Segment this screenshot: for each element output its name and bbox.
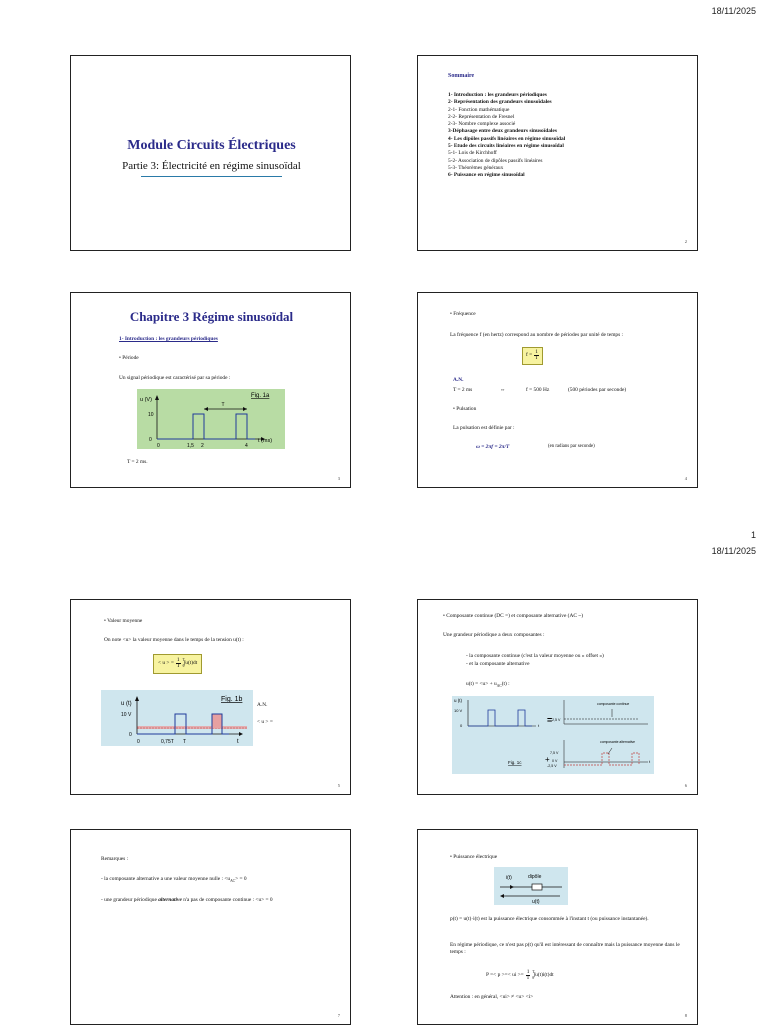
- denominator: T: [534, 355, 539, 362]
- summary-list: [448, 92, 565, 180]
- y-tick-0: 0: [460, 723, 463, 728]
- slide-1: [70, 55, 351, 251]
- slide-6: [417, 599, 698, 795]
- slide-page-number: 6: [684, 783, 687, 788]
- slide-5: [70, 599, 351, 795]
- y-axis-label: u (V): [140, 397, 152, 403]
- plus-sign: +: [545, 755, 550, 764]
- x-tick-T: T: [183, 739, 187, 745]
- formula-fraction: [526, 970, 531, 982]
- equals-sign: =: [547, 715, 553, 725]
- equivalence-icon: ⇔: [500, 387, 506, 393]
- x-axis-label: t (ms): [258, 438, 273, 444]
- x-tick-075T: 0,75T: [161, 739, 174, 745]
- integral-lower: 0: [182, 664, 185, 669]
- numerator: 1: [526, 969, 530, 975]
- component-ac: - et la composante alternative: [466, 661, 530, 667]
- ac-zero: 0 V: [552, 759, 558, 763]
- y-tick-0: 0: [129, 732, 132, 738]
- frequency-text: La fréquence f (en hertz) correspond au nombre de périodes par unité de temps :: [450, 332, 624, 338]
- formula-lhs: f =: [526, 352, 533, 359]
- figure-label: Fig. 1b: [221, 696, 243, 703]
- numerator: 1: [176, 657, 180, 663]
- summary-item: 1- Introduction : les grandeurs périodiques: [448, 92, 547, 98]
- remark-2-text: - une grandeur périodique: [101, 897, 159, 903]
- summary-heading: Sommaire: [448, 73, 475, 79]
- figure-1b: [101, 690, 253, 746]
- header-date: 18/11/2025: [711, 6, 756, 16]
- denominator: T: [176, 663, 180, 670]
- remark-1-text: - la composante alternative a une valeur moyenne nulle : <u: [101, 876, 231, 882]
- summary-item: 2-3- Nombre complexe associé: [448, 121, 516, 128]
- bullet-average: • Valeur moyenne: [104, 618, 143, 624]
- x-tick-2: 2: [201, 443, 204, 449]
- page-number: 1: [750, 530, 756, 540]
- an-period: T = 2 ms: [453, 387, 473, 393]
- slide-8: [417, 829, 698, 1025]
- summary-item: 4- Les dipôles passifs linéaires en régime sinusoïdal: [448, 135, 566, 142]
- slide-4: [417, 292, 698, 488]
- average-formula: [153, 654, 202, 674]
- dc-value: 2,5 V: [552, 718, 561, 722]
- voltage-label: u(t): [532, 899, 540, 905]
- remarks-title: Remarques :: [101, 856, 129, 862]
- slide-page-number: 2: [684, 239, 687, 244]
- remark-1: [101, 876, 247, 884]
- summary-item: 5-3- Théorèmes généraux: [448, 164, 504, 171]
- remark-1-end: > = 0: [235, 876, 247, 882]
- dipole-label: dipôle: [528, 874, 542, 880]
- integral-upper: T: [182, 657, 185, 662]
- section-title: 1- Introduction : les grandeurs périodiques: [119, 336, 218, 342]
- ac-min-value: -2,5 V: [547, 764, 557, 768]
- y-axis-label: u (t): [454, 698, 463, 703]
- header-date: 18/11/2025: [711, 546, 756, 556]
- x-tick-1-5: 1,5: [187, 443, 194, 449]
- summary-item: 2-2- Représentation de Fresnel: [448, 113, 515, 120]
- attention-text: Attention : en général, <ui> ≠ <u> <i>: [450, 994, 534, 1000]
- formula-lhs: P =< p >=< ui >=: [486, 972, 524, 979]
- an-frequency: f = 500 Hz: [526, 387, 550, 393]
- an-label: A.N.: [257, 702, 268, 708]
- component-dc: - la composante continue (c'est la valeur moyenne ou « offset »): [466, 653, 604, 659]
- average-text: On note <u> la valeur moyenne dans le temps de la tension u(t) :: [104, 637, 244, 643]
- summary-item: 5-2- Association de dipôles passifs linéaires: [448, 157, 543, 164]
- bullet-power: • Puissance électrique: [450, 854, 498, 860]
- components-text: Une grandeur périodique a deux composantes :: [443, 632, 545, 638]
- slide-page-number: 7: [337, 1013, 340, 1018]
- equation-main: u(t) = <u> + u: [466, 681, 497, 687]
- remark-1-sub: AC: [230, 879, 236, 884]
- y-tick-0: 0: [149, 437, 152, 443]
- dipole-box: [532, 884, 542, 890]
- slide-2: [417, 55, 698, 251]
- integral-upper: T: [532, 969, 535, 974]
- figure-background: [494, 867, 568, 905]
- summary-item: 6- Puissance en régime sinusoïdal: [448, 172, 525, 179]
- summary-item: 2- Représentation des grandeurs sinusoïdales: [448, 99, 552, 106]
- average-band: [137, 726, 247, 729]
- y-tick-10: 10 V: [121, 712, 132, 718]
- ac-label: composante alternative: [600, 740, 636, 744]
- frequency-formula: [522, 347, 543, 365]
- x-axis-label: t: [538, 723, 540, 728]
- equation-sub: AC: [496, 684, 502, 689]
- formula-rhs: ∫u(t)dt: [183, 660, 198, 667]
- slide-7: [70, 829, 351, 1025]
- denominator: T: [526, 975, 530, 982]
- dipole-figure: [494, 867, 568, 905]
- bullet-frequency: • Fréquence: [450, 311, 476, 317]
- figure-1c: [452, 696, 654, 774]
- slide-3: [70, 292, 351, 488]
- integral-lower: 0: [532, 976, 535, 981]
- period-label: T: [221, 402, 225, 408]
- current-label: i(t): [506, 875, 512, 881]
- an-average: < u > =: [257, 719, 273, 725]
- x-tick-0: 0: [137, 739, 140, 745]
- x-tick-0: 0: [157, 443, 160, 449]
- an-label: A.N.: [453, 377, 464, 383]
- pulsation-text: La pulsation est définie par :: [453, 425, 515, 431]
- slide-page-number: 3: [337, 476, 340, 481]
- summary-item: 5- Etude des circuits linéaires en régime sinusoïdal: [448, 143, 564, 150]
- title-underline: [141, 176, 282, 177]
- pulse-highlight: [212, 714, 222, 728]
- equation-end: (t) :: [501, 681, 510, 687]
- slide-title: Chapitre 3 Régime sinusoïdal: [129, 309, 294, 324]
- remark-2: [101, 897, 327, 904]
- omega-formula: ω = 2πf = 2π/T: [476, 444, 510, 450]
- instant-power-text: p(t) = u(t)·i(t) est la puissance électrique consommée à l'instant t (ou puissance instantanée).: [450, 916, 649, 922]
- remark-2-emphasis: alternative: [158, 897, 182, 903]
- summary-item: 5-1- Lois de Kirchhoff: [448, 150, 497, 157]
- slide-page-number: 4: [684, 476, 687, 481]
- slide-page-number: 5: [337, 783, 340, 788]
- body-text: Un signal périodique est caractérisé par sa période :: [119, 375, 231, 381]
- y-tick-10: 10 V: [454, 708, 463, 713]
- bullet-components: • Composante continue (DC =) et composante alternative (AC ~): [443, 613, 584, 619]
- average-power-text: En régime périodique, ce n'est pas p(t) qu'il est intéressant de connaître mais la puissance moyenne dans le temps :: [450, 942, 680, 956]
- slide-page-number: 8: [684, 1013, 687, 1018]
- dc-label: composante continue: [597, 702, 630, 706]
- figure-label: Fig. 1c: [508, 760, 522, 765]
- formula-rhs: ∫u(t)i(t)dt: [533, 972, 554, 979]
- remark-2-end: n'a pas de composante continue : <u> = 0: [181, 897, 273, 903]
- summary-item: 3-Déphasage entre deux grandeurs sinusoïdales: [448, 128, 557, 135]
- decomposition-equation: [466, 681, 510, 689]
- x-axis-label-3: t: [649, 759, 651, 764]
- x-axis-label: t: [237, 739, 239, 745]
- y-axis-label: u (t): [121, 701, 132, 707]
- period-note: T = 2 ms.: [127, 459, 148, 465]
- slide-subtitle: Partie 3: Électricité en régime sinusoïdal: [122, 160, 301, 172]
- bullet: • Période: [119, 355, 139, 361]
- numerator: 1: [535, 349, 538, 355]
- bullet-pulsation: • Pulsation: [453, 406, 477, 412]
- formula-lhs: < u > =: [158, 660, 174, 667]
- ac-max-value: 7,5 V: [550, 751, 559, 755]
- summary-item: 2-1- Fonction mathématique: [448, 106, 510, 113]
- figure-1a: [137, 389, 285, 449]
- an-periods-per-second: (500 périodes par seconde): [568, 387, 627, 393]
- omega-unit: (en radians par seconde): [548, 444, 595, 449]
- y-tick-10: 10: [148, 412, 154, 418]
- x-tick-4: 4: [245, 443, 248, 449]
- figure-label: Fig. 1a: [251, 393, 270, 399]
- formula-fraction: [534, 350, 539, 362]
- slide-title: Module Circuits Électriques: [127, 138, 296, 153]
- power-formula: [486, 970, 554, 982]
- formula-fraction: [176, 658, 181, 670]
